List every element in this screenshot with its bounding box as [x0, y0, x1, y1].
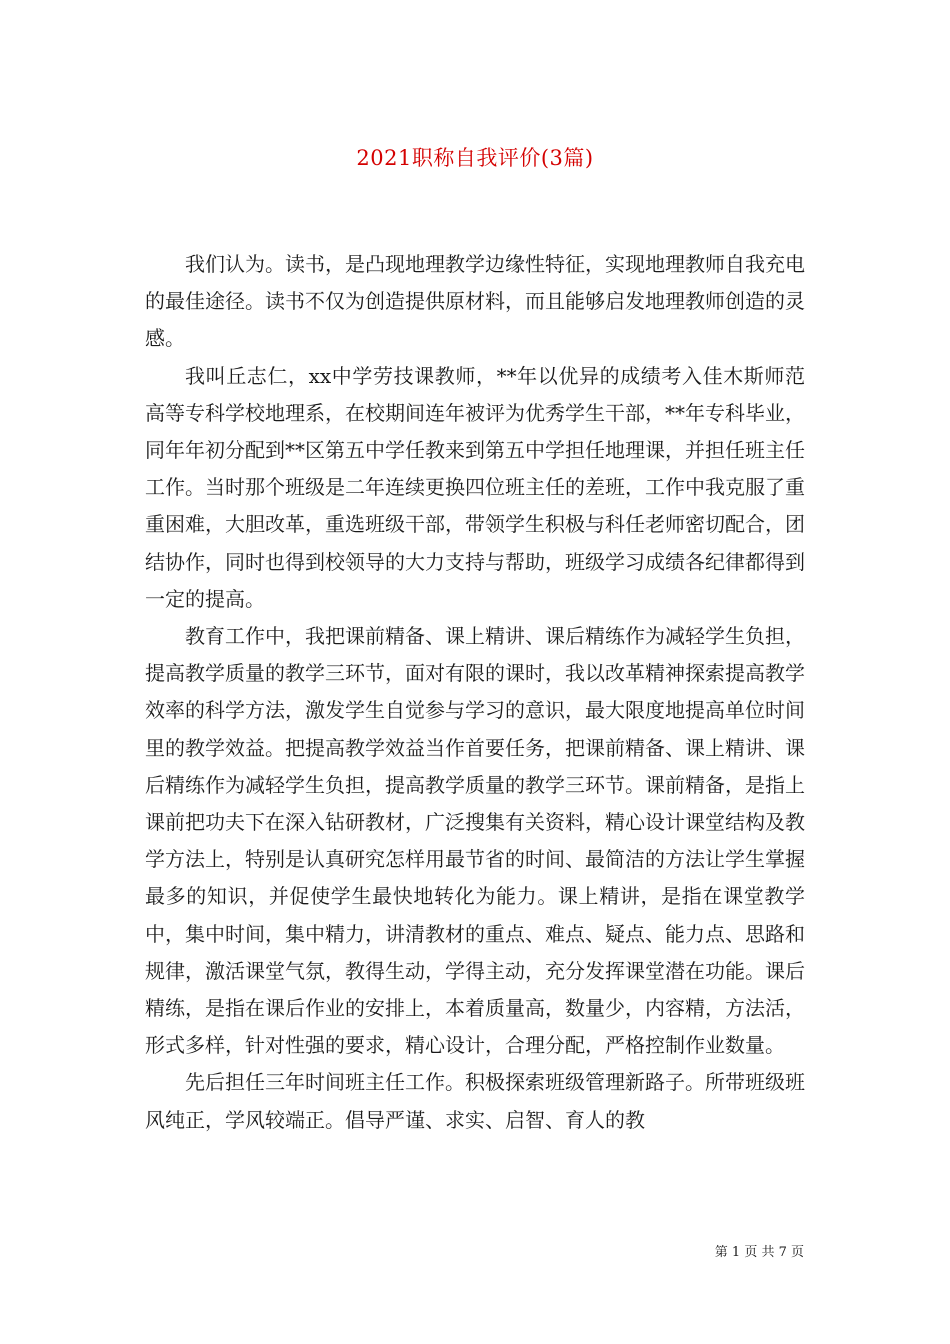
- paragraph-4: 先后担任三年时间班主任工作。积极探索班级管理新路子。所带班级班风纯正，学风较端正。倡导严谨、求实、启智、育人的教: [145, 1070, 805, 1132]
- document-body: [145, 246, 805, 1139]
- paragraph-2: 我叫丘志仁，xx中学劳技课教师，**年以优异的成绩考入佳木斯师范高等专科学校地理系，在校期间连年被评为优秀学生干部，**年专科毕业，同年年初分配到**区第五中学任教来到第五中学担任地理课，并担任班主任工作。当时那个班级是二年连续更换四位班主任的差班，工作中我克服了重重困难，大胆改革，重选班级干部，带领学生积极与科任老师密切配合，团结协作，同时也得到校领导的大力支持与帮助，班级学习成绩各纪律都得到一定的提高。: [145, 363, 805, 611]
- paragraph-1: 我们认为。读书，是凸现地理教学边缘性特征，实现地理教师自我充电的最佳途径。读书不仅为创造提供原材料，而且能够启发地理教师创造的灵感。: [145, 252, 805, 351]
- document-title: 2021职称自我评价(3篇): [356, 146, 594, 171]
- page-number-footer: 第 1 页 共 7 页: [714, 1245, 804, 1260]
- paragraph-3: 教育工作中，我把课前精备、课上精讲、课后精练作为减轻学生负担，提高教学质量的教学三环节，面对有限的课时，我以改革精神探索提高教学效率的科学方法，激发学生自觉参与学习的意识，最大限度地提高单位时间里的教学效益。把提高教学效益当作首要任务，把课前精备、课上精讲、课后精练作为减轻学生负担，提高教学质量的教学三环节。课前精备，是指上课前把功夫下在深入钻研教材，广泛搜集有关资料，精心设计课堂结构及教学方法上，特别是认真研究怎样用最节省的时间、最简洁的方法让学生掌握最多的知识，并促使学生最快地转化为能力。课上精讲，是指在课堂教学中，集中时间，集中精力，讲清教材的重点、难点、疑点、能力点、思路和规律，激活课堂气氛，教得生动，学得主动，充分发挥课堂潜在功能。课后精练，是指在课后作业的安排上，本着质量高，数量少，内容精，方法活，形式多样，针对性强的要求，精心设计，合理分配，严格控制作业数量。: [145, 624, 805, 1058]
